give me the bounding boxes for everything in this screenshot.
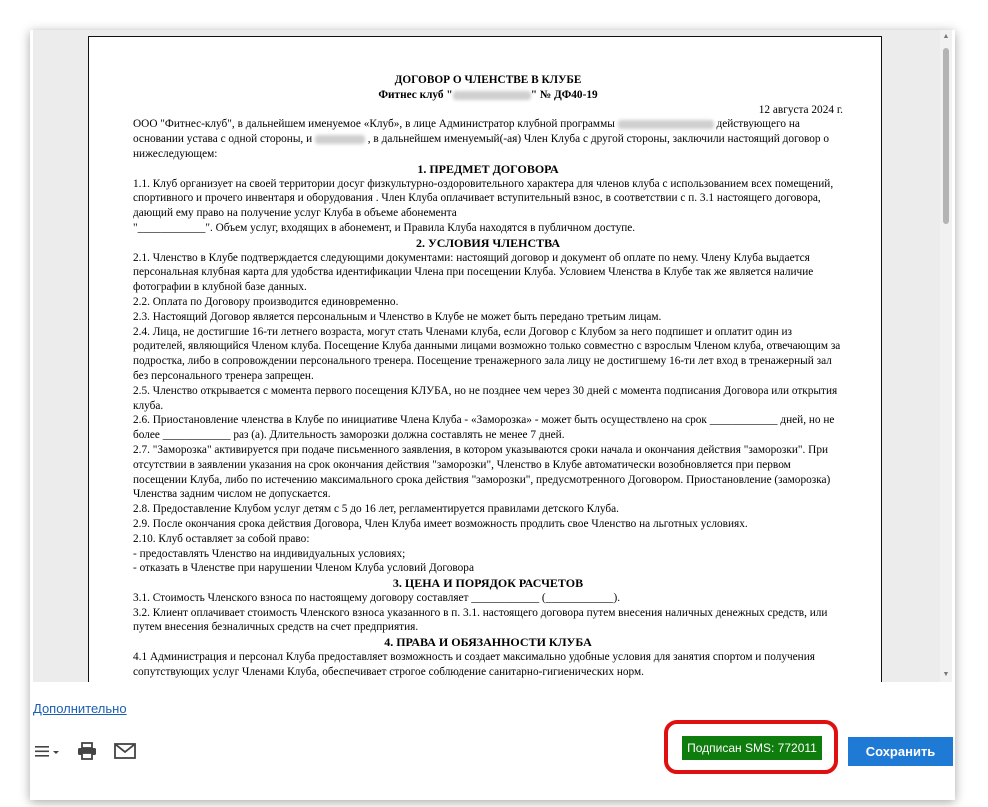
scrollbar-thumb[interactable] [943, 48, 949, 224]
intro-paragraph [133, 117, 843, 161]
intro-text-c: , в дальнейшем именуемый(-ая) Член Клуба с другой стороны, заключили настоящий договор о нижеследующем: [133, 133, 830, 160]
document-viewer[interactable] [33, 30, 952, 682]
section-2-item-a: - предоставлять Членство на индивидуальных условиях; [133, 547, 406, 560]
section-2-paragraph-1: 2.1. Членство в Клубе подтверждается следующими документами: настоящий договор и документ об оплате по нему. Члену Клуба выдается персональная клубная карта для удобства идентификации Члена при посещении Клуба. Условием Членства в Клубе так же является наличие фотографии в клубной базе данных. [133, 251, 814, 294]
print-icon [77, 742, 97, 760]
section-2-paragraph-3: 2.3. Настоящий Договор является персональным и Членство в Клубе не может быть передано третьим лицам. [133, 310, 662, 323]
section-2-paragraph-8: 2.8. Предоставление Клубом услуг детям с 5 до 16 лет, регламентируется правилами детского Клуба. [133, 503, 619, 516]
document-page [88, 36, 882, 682]
section-4-paragraph-1: 4.1 Администрация и персонал Клуба предоставляет возможность и создает максимально удобные условия для занятия спортом и получения сопутствующих услуг Членами Клуба, обеспечивает строгое соблюдение санитарно-гигиенических норм. [133, 651, 815, 678]
signed-highlight-frame [664, 720, 838, 774]
redacted-member-name [315, 135, 365, 144]
section-2-paragraph-9: 2.9. После окончания срока действия Договора, Член Клуба имеет возможность продлить свое Членство на льготных условиях. [133, 517, 748, 530]
section-1-paragraph-1: 1.1. Клуб организует на своей территории досуг физкультурно-оздоровительного характера для членов клуба с использованием всех помещений, спортивного и прочего инвентаря и оборудования . Член Клуба оплачивает вступительный взнос, в соответствии с п. 3.1 настоящего договора, дающий ему право на получение услуг Клуба в объеме абонемента [133, 177, 834, 220]
redacted-admin-name [618, 120, 714, 129]
section-1-paragraph-1-tail: "____________". Объем услуг, входящих в абонемент, и Правила Клуба находятся в публичном доступе. [133, 221, 636, 234]
section-4-title: 4. ПРАВА И ОБЯЗАННОСТИ КЛУБА [384, 635, 592, 650]
section-3-title: 3. ЦЕНА И ПОРЯДОК РАСЧЕТОВ [392, 576, 584, 591]
section-2-paragraph-6: 2.6. Приостановление членства в Клубе по инициативе Члена Клуба - «Заморозка» - может быть осуществлено на срок ____________ дней, но не более ____________ раз (а). Длительность заморозки должна составлять не менее 7 дней. [133, 414, 835, 442]
more-link[interactable]: Дополнительно [33, 701, 127, 716]
print-button[interactable] [74, 737, 100, 765]
scroll-down-arrow-icon[interactable]: ▼ [942, 671, 950, 678]
intro-text-b: действующего на основании устава с одной стороны, и [133, 118, 800, 146]
section-2-paragraph-5: 2.5. Членство открывается с момента первого посещения КЛУБА, но не позднее чем через 30 дней с момента подписания Договора или открытия клуба. [133, 384, 838, 412]
menu-icon [35, 744, 61, 758]
section-2-paragraph-4: 2.4. Лица, не достигшие 16-ти летнего возраста, могут стать Членами клуба, если Договор с Клубом за него подпишет и оплатит один из родителей, являющийся Членом клуба. Посещение Клуба данными лицами возможно только совместно с взрослым Членом клуба, отвечающим за подростка, либо в сопровождении персонального тренера. Посещение тренажерного зала лицу не достигшему 16-ти лет вход в тренажерный зал без персонального тренера запрещен. [133, 325, 841, 382]
section-2-paragraph-2: 2.2. Оплата по Договору производится единовременно. [133, 295, 399, 308]
section-2-paragraph-10: 2.10. Клуб оставляет за собой право: [133, 532, 310, 545]
email-button[interactable] [112, 737, 138, 765]
subtitle-suffix: " № ДФ40-19 [530, 88, 598, 101]
document-subtitle [133, 88, 843, 103]
document-date: 12 августа 2024 г. [758, 103, 843, 116]
signed-sms-button[interactable]: Подписан SMS: 772011 [682, 736, 822, 760]
scroll-up-arrow-icon[interactable]: ▲ [942, 33, 950, 40]
save-button[interactable]: Сохранить [848, 737, 953, 766]
document-text [133, 73, 843, 680]
section-3-paragraph-1: 3.1. Стоимость Членского взноса по настоящему договору составляет ____________ (____________). [133, 591, 621, 604]
section-1-title: 1. ПРЕДМЕТ ДОГОВОРА [417, 161, 559, 176]
vertical-scrollbar[interactable] [940, 30, 952, 682]
subtitle-prefix: Фитнес клуб " [378, 88, 453, 101]
mail-icon [114, 743, 136, 759]
redacted-club-name [453, 91, 531, 100]
menu-button[interactable] [33, 737, 63, 765]
section-3-paragraph-2: 3.2. Клиент оплачивает стоимость Членского взноса указанного в п. 3.1. настоящего договора путем внесения наличных денежных средств, или путем внесения безналичных средств на счет предприятия. [133, 606, 828, 634]
section-2-item-b: - отказать в Членстве при нарушении Членом Клуба условий Договора [133, 562, 474, 575]
section-2-paragraph-7: 2.7. "Заморозка" активируется при подаче письменного заявления, в котором указываются сроки начала и окончания действия "заморозки". При отсутствии в заявлении указания на срок окончания действия "заморозки", Членство в Клубе автоматически возобновляется при первом посещении Клуба, либо по истечению максимального срока действия "заморозки", предусмотренного Договором. Приостановление (заморозка) Членства задним числом не допускается. [133, 443, 831, 501]
section-2-title: 2. УСЛОВИЯ ЧЛЕНСТВА [415, 235, 561, 250]
intro-text-a: ООО "Фитнес-клуб", в дальнейшем именуемое «Клуб», в лице Администратор клубной программы [133, 118, 615, 131]
document-title: ДОГОВОР О ЧЛЕНСТВЕ В КЛУБЕ [394, 74, 582, 86]
document-dialog [30, 30, 955, 800]
